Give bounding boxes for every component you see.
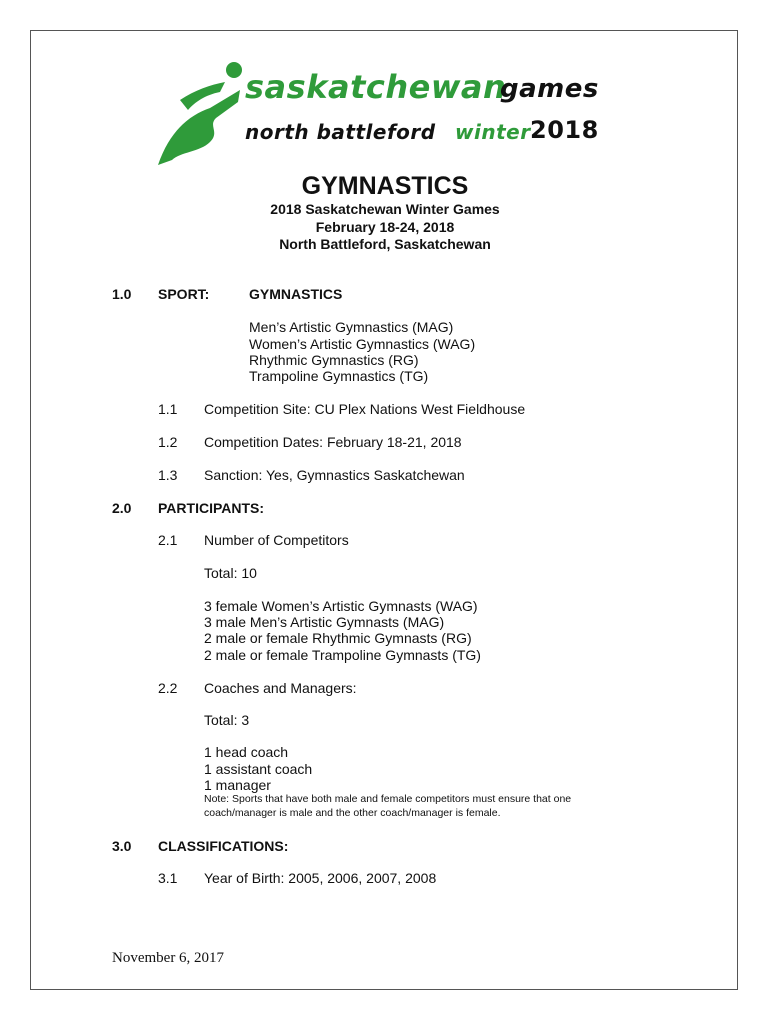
section-3-label: CLASSIFICATIONS: xyxy=(158,838,289,854)
coach-line: 1 head coach xyxy=(204,744,289,760)
section-2-label: PARTICIPANTS: xyxy=(158,500,265,516)
header-location: North Battleford, Saskatchewan xyxy=(279,236,491,252)
item-1-3-number: 1.3 xyxy=(158,467,178,483)
athlete-figure-icon xyxy=(150,60,250,170)
competitor-line: 3 female Women’s Artistic Gymnasts (WAG) xyxy=(204,598,478,614)
header-dates: February 18-24, 2018 xyxy=(315,219,455,235)
item-1-1-number: 1.1 xyxy=(158,401,178,417)
number-of-competitors: Number of Competitors xyxy=(204,532,349,548)
discipline-item: Men’s Artistic Gymnastics (MAG) xyxy=(249,319,454,335)
section-1-label: SPORT: xyxy=(158,286,210,302)
logo-winter-text: winter xyxy=(455,120,531,144)
item-3-1-number: 3.1 xyxy=(158,870,178,886)
coach-line: 1 assistant coach xyxy=(204,761,313,777)
item-2-1-number: 2.1 xyxy=(158,532,178,548)
year-of-birth: Year of Birth: 2005, 2006, 2007, 2008 xyxy=(204,870,437,886)
logo-saskatchewan-text: saskatchewan xyxy=(245,68,507,106)
discipline-item: Rhythmic Gymnastics (RG) xyxy=(249,352,419,368)
competitor-line: 2 male or female Rhythmic Gymnasts (RG) xyxy=(204,630,472,646)
document-title: GYMNASTICS xyxy=(301,172,469,200)
competitor-line: 2 male or female Trampoline Gymnasts (TG) xyxy=(204,647,481,663)
coaches-and-managers: Coaches and Managers: xyxy=(204,680,357,696)
discipline-item: Women’s Artistic Gymnastics (WAG) xyxy=(249,336,476,352)
section-2-number: 2.0 xyxy=(112,500,132,516)
note-line-1: Note: Sports that have both male and female competitors must ensure that one xyxy=(204,793,572,805)
competitor-line: 3 male Men’s Artistic Gymnasts (MAG) xyxy=(204,614,445,630)
item-2-2-number: 2.2 xyxy=(158,680,178,696)
section-3-number: 3.0 xyxy=(112,838,132,854)
note-line-2: coach/manager is male and the other coach/manager is female. xyxy=(204,807,501,819)
section-1-number: 1.0 xyxy=(112,286,132,302)
item-1-2-number: 1.2 xyxy=(158,434,178,450)
coaches-total: Total: 3 xyxy=(204,712,250,728)
saskatchewan-games-logo xyxy=(150,60,620,170)
discipline-item: Trampoline Gymnastics (TG) xyxy=(249,368,429,384)
coach-line: 1 manager xyxy=(204,777,271,793)
competition-dates: Competition Dates: February 18-21, 2018 xyxy=(204,434,462,450)
logo-year-text: 2018 xyxy=(530,116,599,144)
sanction: Sanction: Yes, Gymnastics Saskatchewan xyxy=(204,467,465,483)
section-1-value: GYMNASTICS xyxy=(249,286,343,302)
logo-games-text: games xyxy=(500,74,599,104)
logo-north-battleford-text: north battleford xyxy=(245,120,436,144)
competition-site: Competition Site: CU Plex Nations West Fieldhouse xyxy=(204,401,526,417)
header-event: 2018 Saskatchewan Winter Games xyxy=(270,201,500,217)
footer-date: November 6, 2017 xyxy=(112,950,225,966)
competitors-total: Total: 10 xyxy=(204,565,257,581)
